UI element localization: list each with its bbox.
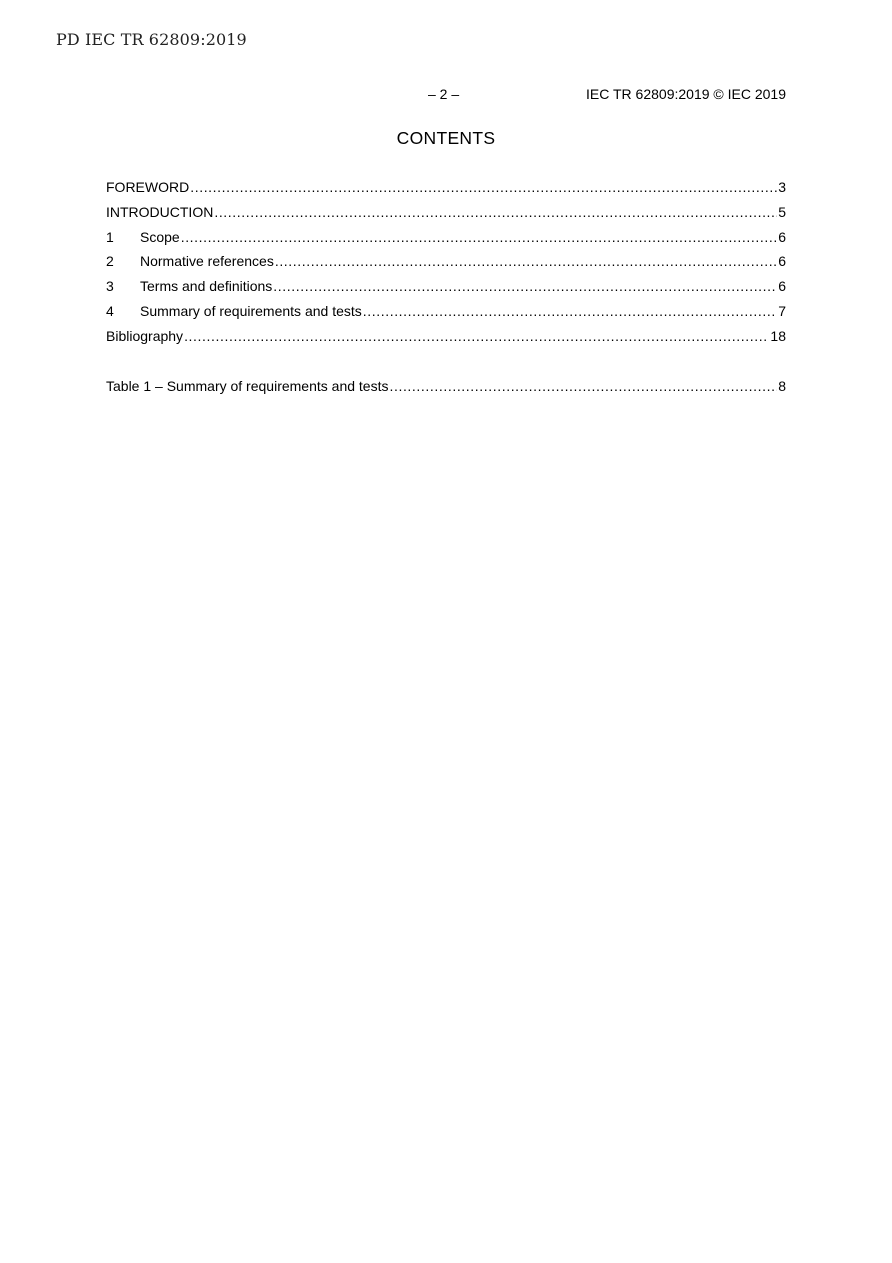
toc-entry-number: 1: [106, 228, 114, 245]
toc-entry-title: INTRODUCTION: [106, 203, 214, 220]
toc-entry-title: Scope: [140, 228, 180, 245]
toc-entry-title: FOREWORD: [106, 179, 190, 195]
toc-dot-leader: [275, 252, 777, 270]
toc-entry-page: 5: [778, 203, 786, 220]
toc-entry-page: 6: [778, 278, 786, 295]
contents-title: CONTENTS: [396, 128, 496, 148]
toc-entry-bibliography[interactable]: [106, 327, 786, 352]
toc-entry-scope[interactable]: [106, 228, 786, 253]
running-header: IEC TR 62809:2019 © IEC 2019: [586, 86, 786, 102]
page-number: – 2 –: [428, 86, 460, 102]
toc-entry-page: 7: [778, 302, 786, 319]
toc-dot-leader: [184, 327, 769, 345]
toc-entry-number: 3: [106, 278, 114, 295]
toc-dot-leader: [181, 228, 778, 246]
toc-dot-leader: [363, 302, 777, 320]
table-of-contents: [106, 178, 786, 401]
toc-entry-page: 6: [778, 253, 786, 270]
toc-dot-leader: [214, 203, 777, 221]
toc-entry-page: 18: [770, 327, 786, 344]
toc-entry-title: Summary of requirements and tests: [140, 302, 362, 319]
toc-dot-leader: [190, 178, 777, 196]
toc-entry-foreword[interactable]: [106, 178, 786, 203]
toc-entry-introduction[interactable]: [106, 203, 786, 228]
toc-entry-table-1[interactable]: [106, 377, 786, 402]
toc-entry-title: Table 1 – Summary of requirements and tests: [106, 377, 389, 394]
toc-entry-page: 8: [778, 377, 786, 394]
document-id: PD IEC TR 62809:2019: [56, 30, 247, 49]
toc-entry-number: 2: [106, 253, 114, 270]
toc-dot-leader: [273, 277, 777, 295]
toc-entry-title: Terms and definitions: [140, 278, 273, 295]
toc-entry-normative-references[interactable]: [106, 252, 786, 277]
toc-entry-page: 6: [778, 228, 786, 245]
toc-entry-page: 3: [778, 179, 786, 195]
toc-entry-number: 4: [106, 302, 114, 319]
toc-dot-leader: [389, 377, 777, 395]
toc-entry-title: Bibliography: [106, 327, 184, 344]
toc-entry-title: Normative references: [140, 253, 274, 270]
toc-entry-terms-and-definitions[interactable]: [106, 277, 786, 302]
toc-spacer: [106, 352, 786, 377]
toc-entry-summary[interactable]: [106, 302, 786, 327]
